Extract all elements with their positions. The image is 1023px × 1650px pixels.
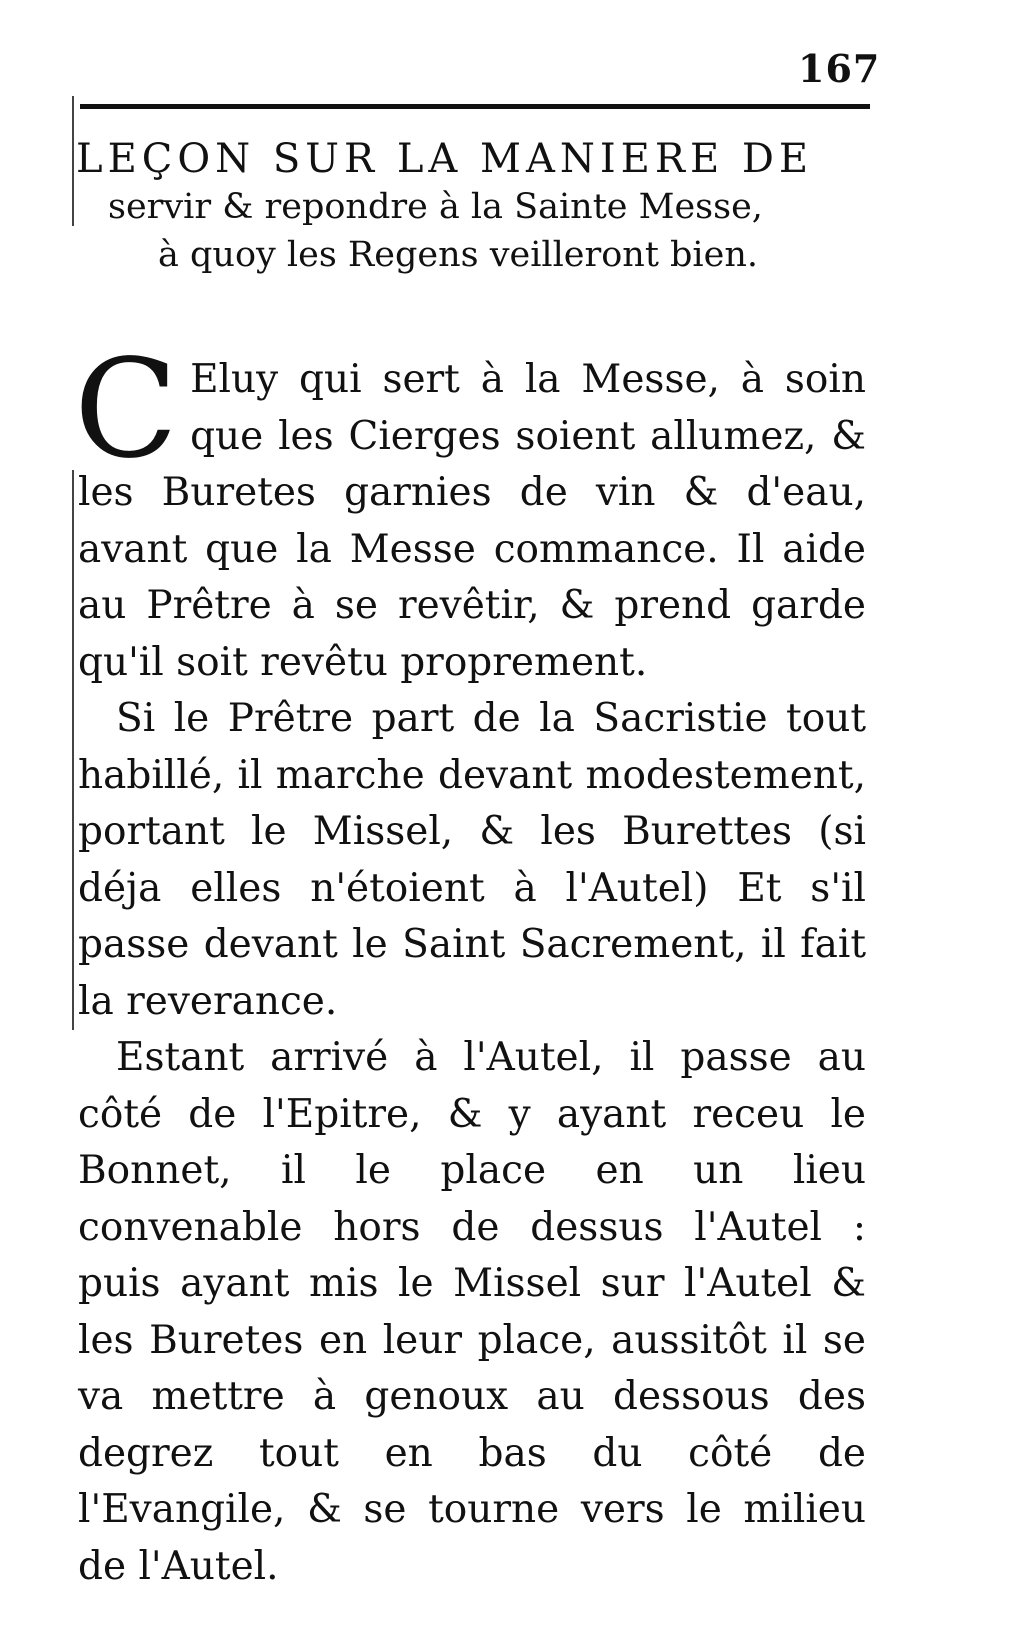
paragraph (74, 331, 866, 691)
lesson-heading (76, 135, 876, 279)
drop-cap: C (74, 331, 179, 489)
paragraph (78, 691, 866, 1030)
heading-line: LEÇON SUR LA MANIERE DE (76, 136, 814, 182)
page-number: 167 (798, 46, 881, 91)
paragraph-text: Estant arrivé à l'Autel, il passe au côté de l'Epitre, & y ayant receu le Bonnet, il le place en un lieu convenable hors de dessus l'Autel : puis ayant mis le Missel sur l'Autel & les Buretes en leur place, aussitôt il se va mettre à genoux au dessous des degrez tout en bas du côté de l'Evangile, & se tourne vers le milieu de l'Autel. (78, 1035, 866, 1589)
header-rule (80, 104, 870, 109)
heading-line: à quoy les Regens veilleront bien. (158, 235, 759, 275)
body-text (74, 331, 866, 1595)
margin-line (72, 96, 74, 226)
paragraph-text: Eluy qui sert à la Messe, à soin que les Cierges soient allumez, & les Buretes garnies de vin & d'eau, avant que la Messe commance. Il aide au Prêtre à se revêtir, & prend garde qu'il soit revêtu proprement. (78, 357, 866, 685)
paragraph (78, 1030, 866, 1595)
paragraph-text: Si le Prêtre part de la Sacristie tout habillé, il marche devant modestement, portant le Missel, & les Burettes (si déja elles n'étoient à l'Autel) Et s'il passe devant le Saint Sacrement, il fait la reverance. (78, 696, 866, 1024)
heading-line: servir & repondre à la Sainte Messe, (108, 187, 763, 227)
margin-line (72, 470, 74, 1030)
